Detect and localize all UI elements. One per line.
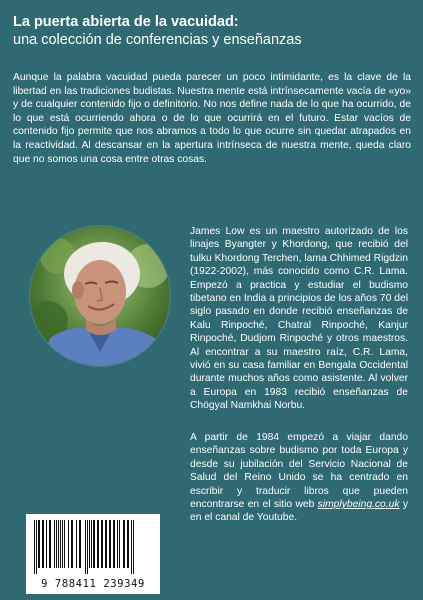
barcode-bar [93,520,95,568]
author-bio-continued [190,431,408,525]
barcode-bar [87,520,88,574]
barcode-bar [119,520,120,568]
barcode-bar [60,520,61,568]
barcode-bar [46,520,47,568]
author-bio: James Low es un maestro autorizado de los linajes Byangter y Khordong, que recibió del tulku Khordong Terchen, lama Chhimed Rigdzin (1922-2002), más conocido como C.R. Lama. Empezó a practica y estudiar el budismo tibetano en India a principios de los años 70 del siglo pasado en donde recibió enseñanzas de Kalu Rinpoché, Chatral Rinpoché, Kanjur Rinpoché, Dudjom Rinpoché y otros maestros. Al encontrar a su maestro raíz, C.R. Lama, vivió en su casa familiar en Bengala Occidental durante muchos años como asistente. Al volver a Europa en 1983 recibió enseñanzas de Chögyal Namkhai Norbu. [190,226,408,412]
barcode-bar [85,520,86,574]
barcode-bar [42,520,44,568]
barcode-bar [109,520,111,568]
barcode-bar [38,520,40,568]
book-title: La puerta abierta de la vacuidad: [13,14,239,30]
barcode-bar [49,520,51,568]
barcode-bar [105,520,107,568]
website-link[interactable]: simplybeing.co.uk [317,499,400,511]
isbn-number: 9 788411 239349 [41,578,145,590]
barcode-bar [117,520,118,568]
bio-text-start: A partir de 1984 empezó a viajar dando enseñanzas sobre budismo por toda Europa y desde su jubilación del Servicio Nacional de Salud del Reino Unido se ha centrado en escribir y traducir libros que pueden encontrarse en el sitio web [190,432,408,511]
barcode-bar [58,520,59,568]
barcode-bar [34,520,35,574]
barcode-bar [131,520,132,574]
isbn-barcode [26,514,160,594]
barcode-bar [127,520,129,568]
barcode-bar [79,520,81,568]
barcode-bar [64,520,65,568]
barcode-bar [62,520,63,568]
barcode-bar [91,520,92,568]
barcode-bar [56,520,57,568]
intro-paragraph: Aunque la palabra vacuidad pueda parecer un poco intimidante, es la clave de la libertad en las tradiciones budistas. Nuestra mente está intrínsecamente vacía de «yo» y de cualquier contenido fijo o definitorio. No nos define nada de lo que ha ocurrido, de lo que está ocurriendo ahora o de lo que ocurrirá en el futuro. Estar vacíos de contenido fijo permite que nos abramos a todo lo que ocurre sin quedar atrapados en la reactividad. Al descansar en la apertura intrínseca de nuestra mente, queda claro que no somos una cosa entre otras cosas. [13,72,411,165]
barcode-bars [26,514,160,576]
barcode-bar [68,520,69,568]
author-photo [30,226,170,366]
barcode-bar [101,520,103,568]
bio-text-end: y en el canal de Youtube. [190,499,408,524]
barcode-bar [97,520,99,568]
barcode-bar [133,520,134,574]
barcode-bar [71,520,73,568]
author-portrait [30,226,170,366]
barcode-bar [36,520,37,574]
book-subtitle: una colección de conferencias y enseñanzas [13,32,302,48]
barcode-bar [76,520,77,568]
barcode-bar [54,520,55,568]
barcode-bar [113,520,115,568]
cover-title-block [13,13,413,49]
barcode-bar [89,520,90,568]
barcode-bar [123,520,125,568]
